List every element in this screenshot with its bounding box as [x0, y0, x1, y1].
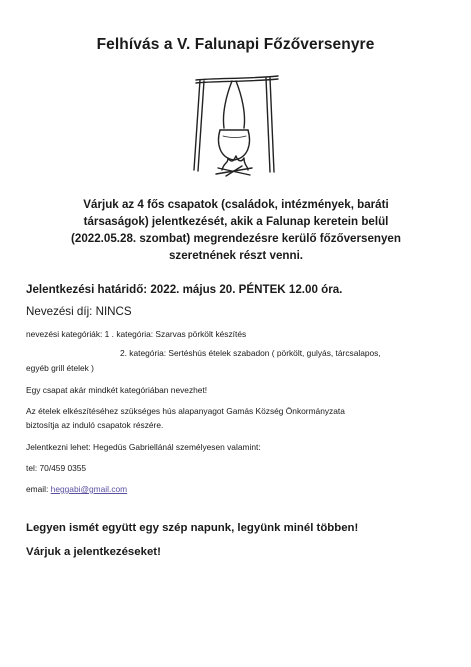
meat-note-line-1: Az ételek elkészítéséhez szükséges hús alapanyagot Gamás Község Önkormányzata	[26, 406, 345, 416]
entry-fee-text: Nevezési díj: NINCS	[26, 305, 132, 318]
both-categories-note: Egy csapat akár mindkét kategóriában nevezhet!	[26, 385, 208, 395]
category-line-2: 2. kategória: Sertéshús ételek szabadon ( pörkölt, gulyás, tárcsalapos,	[120, 348, 381, 358]
intro-line: Várjuk az 4 fős csapatok (családok, intézmények, baráti	[83, 198, 389, 211]
intro-line: (2022.05.28. szombat) megrendezésre kerülő főzőversenyen	[71, 232, 401, 245]
category-line-1: nevezési kategóriák: 1 . kategória: Szarvas pörkölt készítés	[26, 329, 247, 339]
category-line-3: egyéb grill ételek )	[26, 363, 94, 373]
cauldron-over-fire-icon	[186, 66, 286, 184]
email-line	[26, 482, 127, 497]
closing-line-2: Várjuk a jelentkezéseket!	[26, 546, 161, 558]
meat-note-line-2: biztosítja az induló csapatok részére.	[26, 420, 164, 430]
deadline-text: Jelentkezési határidő: 2022. május 20. PÉNTEK 12.00 óra.	[26, 283, 343, 296]
intro-paragraph	[40, 196, 432, 264]
intro-line: társaságok) jelentkezését, akik a Falunap keretein belül	[83, 215, 389, 228]
page-title: Felhívás a V. Falunapi Főzőversenyre	[96, 36, 375, 53]
intro-line: szeretnének részt venni.	[168, 249, 304, 262]
phone-text: tel: 70/459 0355	[26, 463, 87, 473]
email-label: email:	[26, 484, 51, 494]
apply-text: Jelentkezni lehet: Hegedüs Gabriellánál személyesen valamint:	[26, 442, 261, 452]
email-link[interactable]: heggabi@gmail.com	[50, 484, 128, 494]
closing-line-1: Legyen ismét együtt egy szép napunk, legyünk minél többen!	[26, 522, 359, 534]
